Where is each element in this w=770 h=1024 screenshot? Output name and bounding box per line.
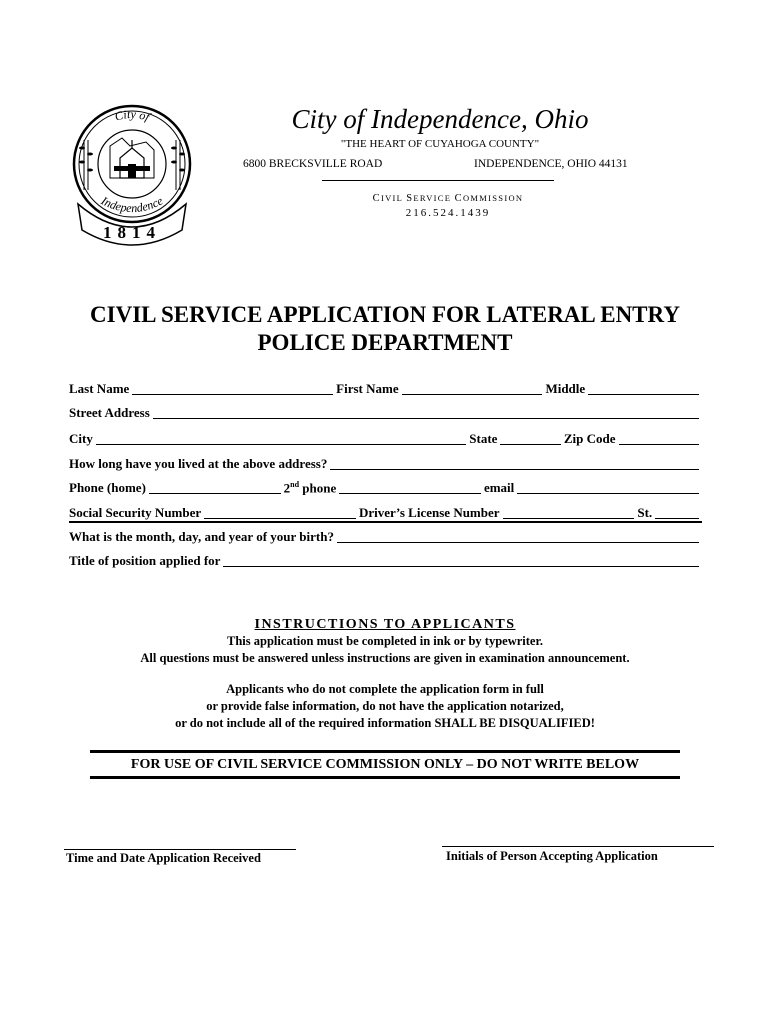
instruction-line-4: or provide false information, do not have the application notarized, xyxy=(206,699,564,713)
drivers-license-field[interactable] xyxy=(503,518,635,519)
ssn-label: Social Security Number xyxy=(69,505,202,520)
street-address-label: Street Address xyxy=(69,405,150,420)
id-row xyxy=(69,503,702,521)
seal-top-text: City of xyxy=(113,106,152,124)
position-title-field[interactable] xyxy=(223,566,699,567)
initials-field[interactable] xyxy=(442,846,714,847)
name-row xyxy=(69,379,702,397)
phone-row xyxy=(69,478,702,496)
residence-row xyxy=(69,454,702,472)
how-long-label: How long have you lived at the above address? xyxy=(69,456,328,471)
commission-name: CIVIL SERVICE COMMISSION xyxy=(372,193,524,204)
city-state-zip: INDEPENDENCE, OHIO 44131 xyxy=(474,158,628,170)
street-row xyxy=(69,403,702,421)
banner-top-rule xyxy=(90,750,680,753)
seal-bottom-text: Independence xyxy=(98,193,166,216)
city-label: City xyxy=(69,431,93,446)
seal-year: 1814 xyxy=(103,223,161,242)
instructions-heading: INSTRUCTIONS TO APPLICANTS xyxy=(254,617,516,632)
phone-home-field[interactable] xyxy=(149,493,281,494)
initials-label: Initials of Person Accepting Application xyxy=(446,849,658,863)
city-row xyxy=(69,429,702,447)
birth-date-field[interactable] xyxy=(337,542,699,543)
state-label: State xyxy=(469,431,498,446)
position-row xyxy=(69,551,702,569)
first-name-label: First Name xyxy=(336,381,399,396)
middle-name-label: Middle xyxy=(545,381,586,396)
banner-bottom-rule xyxy=(90,776,680,779)
second-phone-field[interactable] xyxy=(339,493,481,494)
city-motto: "THE HEART OF CUYAHOGA COUNTY" xyxy=(340,138,540,150)
license-state-field[interactable] xyxy=(655,518,699,519)
section-divider xyxy=(69,521,702,523)
instruction-line-3: Applicants who do not complete the application form in full xyxy=(226,682,544,696)
birth-row xyxy=(69,527,702,545)
email-field[interactable] xyxy=(517,493,699,494)
office-use-banner: FOR USE OF CIVIL SERVICE COMMISSION ONLY – DO NOT WRITE BELOW xyxy=(130,757,640,772)
how-long-field[interactable] xyxy=(330,469,699,470)
commission-phone: 216.524.1439 xyxy=(405,207,491,219)
state-field[interactable] xyxy=(500,444,560,445)
last-name-label: Last Name xyxy=(69,381,130,396)
city-title: City of Independence, Ohio xyxy=(291,104,589,134)
header-divider xyxy=(322,180,554,181)
street-address-field[interactable] xyxy=(153,418,699,419)
svg-text:City of xyxy=(113,107,153,125)
second-phone-label: 2nd phone xyxy=(283,479,337,495)
instruction-line-2: All questions must be answered unless instructions are given in examination announcement. xyxy=(140,651,630,665)
first-name-field[interactable] xyxy=(402,394,543,395)
drivers-license-label: Driver’s License Number xyxy=(358,505,500,520)
street-address: 6800 BRECKSVILLE ROAD xyxy=(243,158,383,170)
city-seal-logo xyxy=(70,100,194,248)
time-date-received-field[interactable] xyxy=(64,849,296,850)
ssn-field[interactable] xyxy=(204,518,356,519)
form-title: CIVIL SERVICE APPLICATION FOR LATERAL ENTRY xyxy=(90,302,680,327)
instruction-line-5: or do not include all of the required information SHALL BE DISQUALIFIED! xyxy=(175,716,595,730)
time-date-received-label: Time and Date Application Received xyxy=(66,851,261,865)
birth-date-label: What is the month, day, and year of your birth? xyxy=(69,529,334,544)
middle-name-field[interactable] xyxy=(588,394,699,395)
position-title-label: Title of position applied for xyxy=(69,553,221,568)
email-label: email xyxy=(483,480,515,495)
last-name-field[interactable] xyxy=(132,394,333,395)
phone-home-label: Phone (home) xyxy=(69,480,146,495)
instruction-line-1: This application must be completed in ink or by typewriter. xyxy=(227,634,543,648)
city-field[interactable] xyxy=(96,444,466,445)
license-state-label: St. xyxy=(637,505,653,520)
zip-code-field[interactable] xyxy=(619,444,699,445)
zip-code-label: Zip Code xyxy=(563,431,616,446)
form-subtitle: POLICE DEPARTMENT xyxy=(257,330,513,355)
